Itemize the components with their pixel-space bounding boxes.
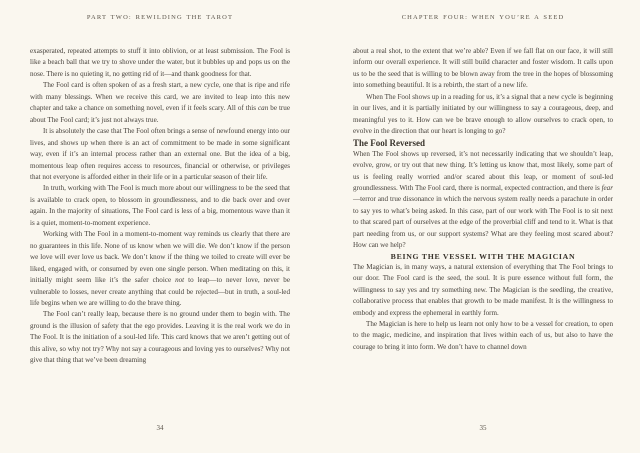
subheading-the-fool-reversed: The Fool Reversed: [353, 137, 425, 148]
body-paragraph: In truth, working with The Fool is much more about our willingness to be the seed that is available to crack open, to blossom in groundlessness, and to die back over and over again. In the majority of situations, The Fool card is less of a big, momentous wave than it is a quiet, moment-to-moment experience.: [30, 184, 290, 227]
body-paragraph: The Magician is here to help us learn not only how to be a vessel for creation, to open to the magic, medicine, and inspiration that lives within each of us, but also to have the courage to bring it into form. We don’t have to channel down: [353, 319, 613, 351]
page-body-right: [353, 46, 613, 353]
page-number-left: 34: [156, 424, 164, 432]
section-heading-being-the-vessel-with-the-magician: BEING THE VESSEL WITH THE MAGICIAN: [390, 251, 576, 261]
body-paragraph: The Magician is, in many ways, a natural extension of everything that The Fool brings to our door. The Fool card is the seed, the soul. It is pure essence without full form, the willingness to say yes and try something new. The Magician is the seedling, the creative, collaborative process that enables that growth to be made manifest. It is the willingness to embody and express the ephemeral in earthly form.: [353, 262, 613, 317]
body-paragraph: When The Fool shows up reversed, it’s not necessarily indicating that we shouldn’t leap, evolve, grow, or try out that new thing. It’s letting us know that, most likely, some part of us is feeling really worried and/or scared about this leap, or moment of soul-led groundlessness. With The Fool card, there is normal, expected contraction, and there is fear—terror and true dissonance in which the nervous system really needs a parachute in order to say yes to what’s being asked. In this case, part of our work with The Fool is to sit next to that scared part of ourselves at the edge of the proverbial cliff and tend to it. What is that part needing from us, or our support systems? What are they feeling most scared about? How can we help?: [353, 149, 613, 250]
page-number-right: 35: [479, 424, 487, 432]
page-body-left: [30, 46, 290, 367]
page-right: [353, 0, 613, 453]
running-head-right: CHAPTER FOUR: WHEN YOU’RE A SEED: [401, 14, 565, 21]
body-paragraph: Working with The Fool in a moment-to-moment way reminds us clearly that there are no guarantees in this life. None of us know when we will die. We don’t know if the person we love will ever love us back. We don’t know if the thing we toiled to create will ever be liked, engaged with, or consumed by even one single person. When meditating on this, it initially might seem like it’s the safer choice not to leap—to never love, never be vulnerable to losses, never create anything that could be rejected—but in truth, a soul-led life begins when we are willing to do the brave thing.: [30, 230, 290, 307]
body-paragraph: about a real shot, to the extent that we’re able? Even if we fall flat on our face, it will still inform our overall experience. It will still build character and foster wisdom. It calls upon us to be the seed that is willing to be blown away from the tree in the hopes of blossoming into something beautiful. It is a rebirth, the start of a new life.: [353, 47, 613, 90]
body-paragraph: It is absolutely the case that The Fool often brings a sense of newfound energy into our lives, and shows up when there is an act of commitment to be made in some significant way, even if it’s an internal process rather than an external one. But the idea of a big, momentous leap often requires access to resources, financial or otherwise, or privileges that not everyone is afforded either in their life or in a particular season of their life.: [30, 127, 290, 181]
running-head-left: PART TWO: REWILDING THE TAROT: [86, 14, 234, 21]
page-left: [30, 0, 290, 453]
body-paragraph: exasperated, repeated attempts to stuff it into oblivion, or at least submission. The Fool is like a beach ball that we try to shove under the water, but it bubbles up and pops us on the nose. There is no quieting it, no getting rid of it—and thank goodness for that.: [30, 47, 290, 78]
body-paragraph: The Fool card is often spoken of as a fresh start, a new cycle, one that is ripe and rife with many blessings. When we receive this card, we are invited to leap into this new chapter and take a chance on something novel, even if it feels scary. All of this can be true about The Fool card; it’s just not always true.: [30, 81, 290, 124]
body-paragraph: When The Fool shows up in a reading for us, it’s a signal that a new cycle is beginning in our lives, and it is partially initiated by our willingness to say a courageous, deep, and meaningful yes to it. How can we be brave enough to allow ourselves to crack open, to evolve in the direction that our heart is longing to go?: [353, 92, 613, 136]
body-paragraph: The Fool can’t really leap, because there is no ground under them to begin with. The ground is the illusion of safety that the ego provides. Leaving it is the real work we do in The Fool. It is the initiation of a soul-led life. This card knows that we aren’t getting out of this alive, so why not try? Why not say a courageous and loving yes to ourselves? Why not give that thing that we’ve been dreaming: [30, 310, 290, 365]
